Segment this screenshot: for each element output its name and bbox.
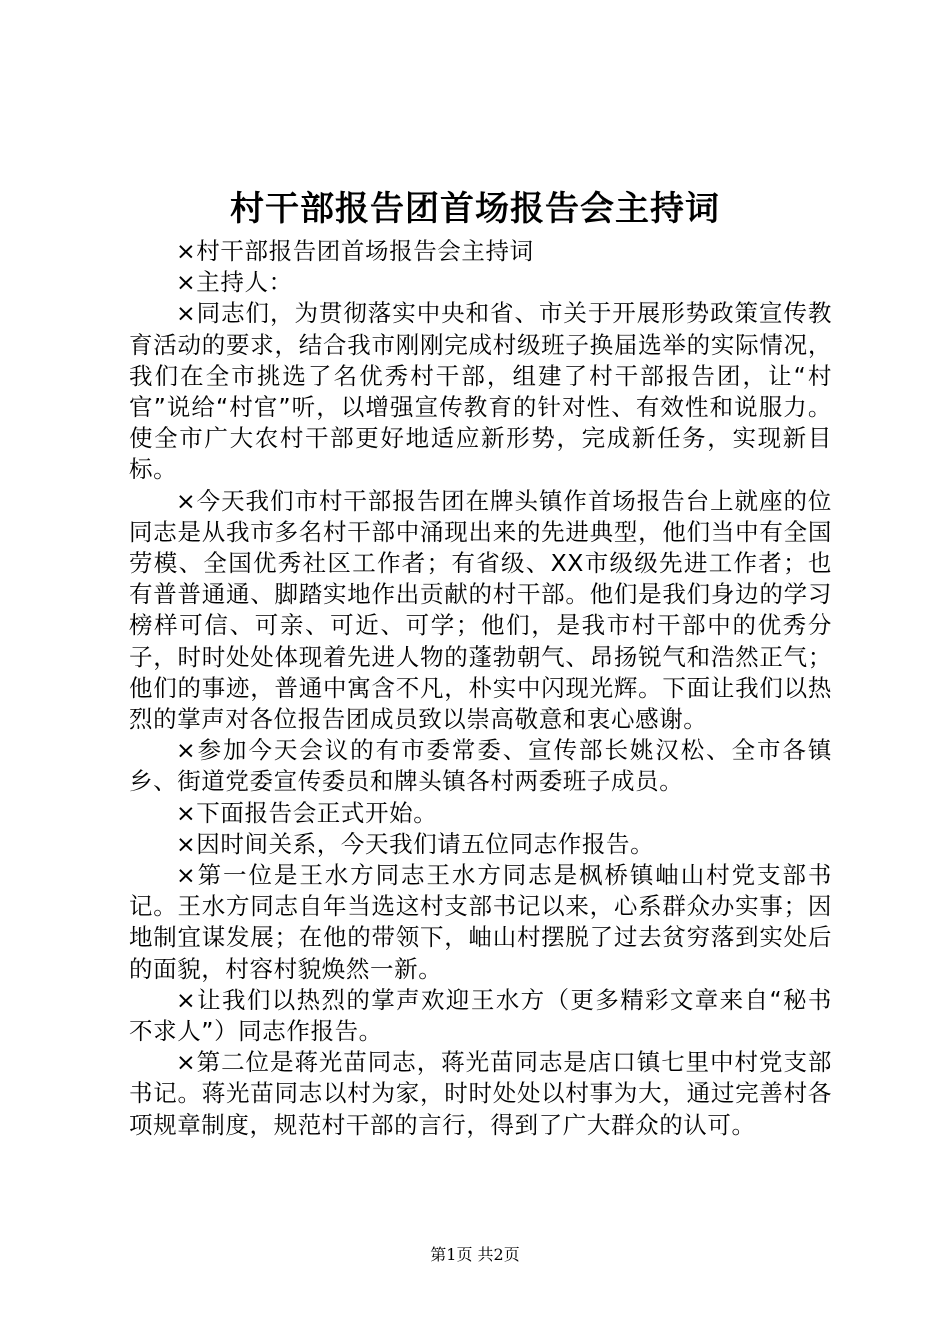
paragraph-5: ×参加今天会议的有市委常委、宣传部长姚汉松、全市各镇乡、街道党委宣传委员和牌头镇各村两委班子成员。 bbox=[129, 736, 832, 796]
paragraph-10: ×第二位是蒋光苗同志，蒋光苗同志是店口镇七里中村党支部书记。蒋光苗同志以村为家，时时处处以村事为大，通过完善村各项规章制度，规范村干部的言行，得到了广大群众的认可。 bbox=[129, 1048, 832, 1139]
paragraph-8: ×第一位是王水方同志王水方同志是枫桥镇岫山村党支部书记。王水方同志自年当选这村支部书记以来，心系群众办实事；因地制宜谋发展；在他的带领下，岫山村摆脱了过去贫穷落到实处后的面貌，村容村貌焕然一新。 bbox=[129, 861, 832, 983]
paragraph-9: ×让我们以热烈的掌声欢迎王水方（更多精彩文章来自“秘书不求人”）同志作报告。 bbox=[129, 985, 832, 1046]
paragraph-4: ×今天我们市村干部报告团在牌头镇作首场报告台上就座的位同志是从我市多名村干部中涌现出来的先进典型，他们当中有全国劳模、全国优秀社区工作者；有省级、XX市级级先进工作者；也有普普通通、脚踏实地作出贡献的村干部。他们是我们身边的学习榜样可信、可亲、可近、可学；他们，是我市村干部中的优秀分子，时时处处体现着先进人物的蓬勃朝气、昂扬锐气和浩然正气；他们的事迹，普通中寓含不凡，朴实中闪现光辉。下面让我们以热烈的掌声对各位报告团成员致以崇高敬意和衷心感谢。 bbox=[129, 486, 832, 734]
paragraph-2: ×主持人： bbox=[176, 268, 293, 297]
paragraph-3: ×同志们，为贯彻落实中央和省、市关于开展形势政策宣传教育活动的要求，结合我市刚刚完成村级班子换届选举的实际情况，我们在全市挑选了名优秀村干部，组建了村干部报告团，让“村官”说给“村官”听，以增强宣传教育的针对性、有效性和说服力。使全市广大农村干部更好地适应新形势，完成新任务，实现新目标。 bbox=[129, 299, 832, 484]
page-footer: 第1页 共2页 bbox=[430, 1245, 520, 1264]
paragraph-6: ×下面报告会正式开始。 bbox=[176, 798, 438, 827]
document-title: 村干部报告团首场报告会主持词 bbox=[230, 189, 720, 229]
document-body bbox=[129, 236, 832, 1141]
paragraph-1: ×村干部报告团首场报告会主持词 bbox=[176, 237, 534, 265]
paragraph-7: ×因时间关系，今天我们请五位同志作报告。 bbox=[176, 829, 655, 858]
